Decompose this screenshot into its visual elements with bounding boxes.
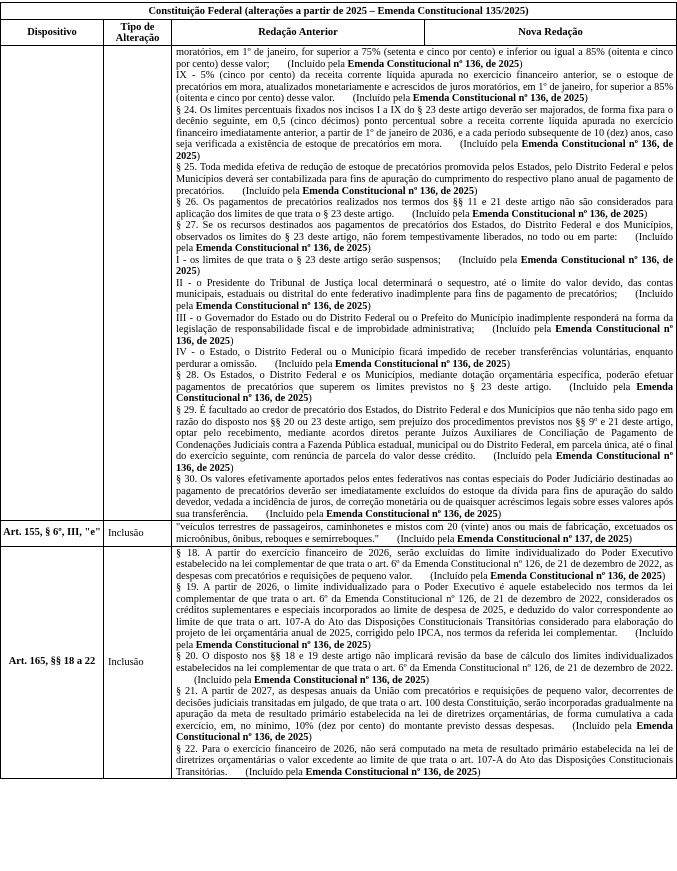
amendment-reference: Emenda Constitucional nº 136, de 2025 [195, 243, 368, 255]
dispositivo-cell: Art. 165, §§ 18 a 22 [1, 546, 104, 779]
column-header-nova-redacao: Nova Redação [425, 20, 677, 46]
provision-paragraph [176, 744, 673, 779]
inclusion-note: (Incluído pela Emenda Constitucional nº 136, de 2025) [176, 324, 674, 347]
amendment-reference: Emenda Constitucional nº 136, de 2025 [195, 639, 368, 651]
provision-paragraph [176, 370, 673, 405]
column-header-tipo: Tipo de Alteração [104, 20, 172, 46]
provision-text: § 28. Os Estados, o Distrito Federal e os Municípios, mediante dotação orçamentária específica, poderão efetuar pagamentos de precatórios que superem os limites previstos no § 23 deste artigo. [176, 370, 674, 393]
amendment-reference: Emenda Constitucional nº 136, de 2025 [176, 324, 674, 347]
inclusion-note: (Incluído pela Emenda Constitucional nº 136, de 2025) [287, 58, 523, 70]
inclusion-note: (Incluído pela Emenda Constitucional nº 136, de 2025) [176, 139, 674, 162]
provision-paragraph [176, 255, 673, 278]
provision-text: § 26. Os pagamentos de precatórios realizados nos termos dos §§ 11 e 21 deste artigo não são considerados para aplicação dos limites de que trata o § 23 deste artigo. [176, 197, 674, 220]
provision-paragraph [176, 522, 673, 545]
provision-text: § 20. O disposto nos §§ 18 e 19 deste artigo não implicará revisão da base de cálculo dos limites individualizados estabelecidos na lei complementar de que trata o art. 6º da Emenda Constitucional nº 126, de 21 de dezembro de 2022. [176, 651, 674, 674]
provision-text: § 19. A partir de 2026, o limite individualizado para o Poder Executivo é aquele estabelecido nos termos da lei complementar de que trata o art. 6º da Emenda Constitucional nº 126, de 21 de dezembro de 2022, considerados os créditos suplementares e especiais incorporados ao limite de despesa de 2025, e deduzido do valor correspondente ao limite de que trata o art. 107-A do Ato das Disposições Constitucionais Transitórias considerado para elaboração do projeto de lei orçamentária anual de 2025, corrigido pelo IPCA, nos termos da referida lei complementar. [176, 582, 674, 640]
provision-paragraph [176, 278, 673, 313]
provision-paragraph [176, 313, 673, 348]
table-row [1, 521, 677, 546]
amendments-table [0, 2, 677, 779]
inclusion-note: (Incluído pela Emenda Constitucional nº 136, de 2025) [176, 720, 674, 744]
inclusion-note: (Incluído pela Emenda Constitucional nº 136, de 2025) [176, 231, 674, 255]
provision-paragraph [176, 105, 673, 163]
amendment-reference: Emenda Constitucional nº 136, de 2025 [176, 381, 674, 405]
table-title-row [1, 3, 677, 20]
inclusion-note: (Incluído pela Emenda Constitucional nº 136, de 2025) [194, 674, 430, 686]
provision-paragraph [176, 347, 673, 370]
amendment-reference: Emenda Constitucional nº 137, de 2025 [457, 533, 629, 545]
tipo-cell: Inclusão [104, 521, 172, 546]
table-row [1, 546, 677, 779]
amendment-reference: Emenda Constitucional nº 136, de 2025 [305, 766, 478, 778]
amendment-reference: Emenda Constitucional nº 136, de 2025 [334, 358, 507, 370]
provision-text: § 29. É facultado ao credor de precatório dos Estados, do Distrito Federal e dos Municípios que não tenha sido pago em razão do disposto nos §§ 20 ou 23 deste artigo, sem prejuízo dos procedimentos previstos nos §§ 9º e 21 deste artigo, optar pelo recebimento, mediante acordos diretos perante Juízos Auxiliares de Conciliação de Pagamento de Condenações Judiciais contra a Fazenda Pública estadual, municipal ou do Distrito Federal, em parcela única, até o final do exercício seguinte, com renúncia de parcela do valor desse crédito. [176, 404, 674, 463]
tipo-cell [104, 46, 172, 521]
inclusion-note: (Incluído pela Emenda Constitucional nº 136, de 2025) [176, 451, 674, 474]
dispositivo-cell [1, 46, 104, 521]
provision-text: § 22. Para o exercício financeiro de 2026, não será computado na meta de resultado primário estabelecida na lei de diretrizes orçamentárias o valor excedente ao limite de que trata o art. 107-A do Ato das Disposições Constitucionais Transitórias. [176, 743, 674, 778]
dispositivo-cell: Art. 155, § 6º, III, "e" [1, 521, 104, 546]
inclusion-note: (Incluído pela Emenda Constitucional nº 136, de 2025) [352, 93, 588, 105]
amendment-reference: Emenda Constitucional nº 136, de 2025 [347, 58, 520, 70]
inclusion-note: (Incluído pela Emenda Constitucional nº 137, de 2025) [396, 533, 633, 545]
inclusion-note: (Incluído pela Emenda Constitucional nº 136, de 2025) [176, 289, 674, 313]
amendment-reference: Emenda Constitucional nº 136, de 2025 [302, 185, 474, 197]
inclusion-note: (Incluído pela Emenda Constitucional nº 136, de 2025) [176, 628, 674, 651]
provision-paragraph [176, 162, 673, 197]
provision-text: IV - o Estado, o Distrito Federal ou o Município ficará impedido de receber transferências voluntárias, enquanto perdurar a omissão. [176, 347, 674, 370]
provision-text: moratórios, em 1º de janeiro, for superior a 75% (setenta e cinco por cento) e inferior ou igual a 85% (oitenta e cinco por cento) desse valor; [176, 47, 674, 70]
redacao-cell [172, 46, 677, 521]
redacao-cell [172, 521, 677, 546]
provision-paragraph [176, 70, 673, 105]
inclusion-note: (Incluído pela Emenda Constitucional nº 136, de 2025) [242, 185, 478, 197]
provision-text: IX - 5% (cinco por cento) da receita corrente líquida apurada no exercício financeiro anterior, se o estoque de precatórios em mora, atualizados monetariamente e acrescidos de juros moratórios, em 1º de janeiro, for superior a 85% (oitenta e cinco por cento) desse valor. [176, 70, 674, 105]
amendment-reference: Emenda Constitucional nº 136, de 2025 [412, 93, 585, 105]
inclusion-note: (Incluído pela Emenda Constitucional nº 136, de 2025) [176, 254, 674, 278]
provision-paragraph [176, 686, 673, 744]
inclusion-note: (Incluído pela Emenda Constitucional nº 136, de 2025) [245, 766, 481, 778]
provision-text: § 25. Toda medida efetiva de redução de estoque de precatórios promovida pelos Estados, pelo Distrito Federal e pelos Municípios deverá ser contabilizada para fins de apuração do cumprimento do respectivo plano anual de pagamento de precatórios. [176, 162, 674, 197]
amendment-reference: Emenda Constitucional nº 136, de 2025 [176, 139, 674, 162]
redacao-cell [172, 546, 677, 779]
inclusion-note: (Incluído pela Emenda Constitucional nº 136, de 2025) [266, 508, 502, 520]
amendment-reference: Emenda Constitucional nº 136, de 2025 [254, 674, 426, 686]
inclusion-note: (Incluído pela Emenda Constitucional nº 136, de 2025) [430, 570, 666, 582]
column-header-dispositivo: Dispositivo [1, 20, 104, 46]
inclusion-note: (Incluído pela Emenda Constitucional nº 136, de 2025) [176, 381, 674, 405]
provision-text: "veículos terrestres de passageiros, caminhonetes e mistos com 20 (vinte) anos ou mais de fabricação, excetuados os microônibus, ônibus, reboques e semirreboques." [176, 522, 674, 545]
table-row [1, 46, 677, 521]
tipo-cell: Inclusão [104, 546, 172, 779]
provision-paragraph [176, 582, 673, 651]
provision-text: II - o Presidente do Tribunal de Justiça local determinará o sequestro, até o limite do valor devido, das contas municipais, estaduais ou distrital do ente federativo inadimplente para fins de pagamento de precatórios; [176, 277, 674, 301]
provision-text: § 30. Os valores efetivamente aportados pelos entes federativos nas contas especiais do Poder Judiciário destinadas ao pagamento de precatórios deverão ser imediatamente excluídos do estoque da dívida para fins de apuração do saldo devedor, vedada a incidência de juros, de correção monetária ou de quaisquer acréscimos legais sobre esses valores após sua transferência. [176, 474, 674, 520]
amendment-reference: Emenda Constitucional nº 136, de 2025 [326, 508, 498, 520]
provision-text: I - os limites de que trata o § 23 deste artigo serão suspensos; [176, 254, 441, 266]
provision-paragraph [176, 197, 673, 220]
provision-text: § 24. Os limites percentuais fixados nos incisos I a IX do § 23 deste artigo deverão ser majorados, de forma fixa para o decênio seguinte, em 0,5 (cinco décimos) ponto percentual sobre a receita corrente líquida apurada no exercício financeiro imediatamente anterior, a partir de 1º de janeiro de 2036, e a cada período subsequente de 10 (dez) anos, caso seja verificada a existência de estoque de precatórios em mora. [176, 104, 674, 151]
table-title: Constituição Federal (alterações a partir de 2025 – Emenda Constitucional 135/2025) [1, 3, 677, 20]
amendment-reference: Emenda Constitucional nº 136, de 2025 [472, 208, 644, 220]
provision-paragraph [176, 47, 673, 70]
provision-text: III - o Governador do Estado ou do Distrito Federal ou o Prefeito do Município inadimplente responderá na forma da legislação de responsabilidade fiscal e de improbidade administrativa; [176, 312, 674, 336]
amendment-reference: Emenda Constitucional nº 136, de 2025 [176, 720, 674, 744]
provision-paragraph [176, 474, 673, 520]
table-header-row [1, 20, 677, 46]
provision-paragraph [176, 651, 673, 686]
column-header-redacao-anterior: Redação Anterior [172, 20, 425, 46]
amendment-reference: Emenda Constitucional nº 136, de 2025 [176, 254, 674, 278]
provision-text: § 18. A partir do exercício financeiro de 2026, serão excluídas do limite individualizado do Poder Executivo estabelecido na lei complementar de que trata o art. 6º da Emenda Constitucional nº 126, de 21 de dezembro de 2022, as despesas com precatórios e requisições de pequeno valor. [176, 547, 674, 582]
provision-text: § 21. A partir de 2027, as despesas anuais da União com precatórios e requisições de pequeno valor, decorrentes de decisões judiciais transitadas em julgado, de que trata o art. 100 desta Constituição, serão incorporadas gradualmente na apuração da meta de resultado primário estabelecida na lei de diretrizes orçamentárias, de forma cumulativa a cada exercício, em, no mínimo, 10% (dez por cento) do montante previsto dessas despesas. [176, 686, 674, 732]
inclusion-note: (Incluído pela Emenda Constitucional nº 136, de 2025) [412, 208, 648, 220]
amendment-reference: Emenda Constitucional nº 136, de 2025 [176, 451, 674, 474]
amendment-reference: Emenda Constitucional nº 136, de 2025 [490, 570, 662, 582]
provision-paragraph [176, 405, 673, 474]
inclusion-note: (Incluído pela Emenda Constitucional nº 136, de 2025) [274, 358, 511, 370]
provision-text: § 27. Se os recursos destinados aos pagamentos de precatórios dos Estados, do Distrito Federal e dos Municípios, observados os limites do § 23 deste artigo, não forem tempestivamente liberados, no todo ou em parte: [176, 220, 674, 243]
provision-paragraph [176, 220, 673, 255]
provision-paragraph [176, 548, 673, 583]
amendment-reference: Emenda Constitucional nº 136, de 2025 [195, 301, 368, 313]
